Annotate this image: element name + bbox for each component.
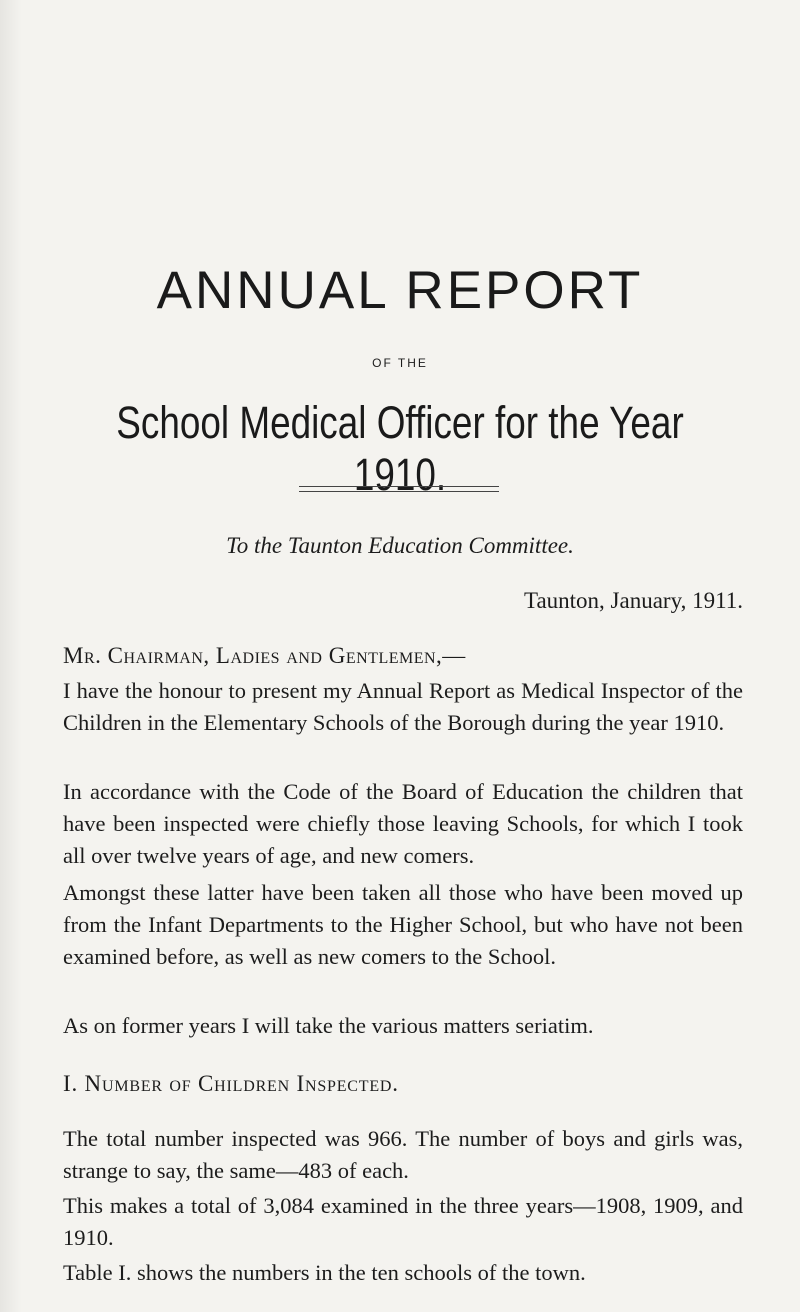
report-subtitle: School Medical Officer for the Year 1910. [116, 397, 684, 500]
salutation: Mr. Chairman, Ladies and Gentlemen,— [63, 643, 466, 668]
paragraph-2: In accordance with the Code of the Board of Education the children that have been inspected were chiefly those leaving Schools, for which I took all over twelve years of age, and new comers. [63, 779, 743, 868]
paragraph-3: Amongst these latter have been taken all those who have been moved up from the Infant Departments to the Higher School, but who have not been examined before, as well as new comers to the School. [63, 880, 743, 969]
section-heading: I. Number of Children Inspected. [63, 1071, 399, 1096]
divider-rule-top [299, 486, 499, 487]
paragraph-1: I have the honour to present my Annual Report as Medical Inspector of the Children in the Elementary Schools of the Borough during the year 1910. [63, 678, 743, 735]
paragraph-4: As on former years I will take the various matters seriatim. [63, 1013, 594, 1038]
report-title: ANNUAL REPORT [156, 261, 644, 320]
of-the-label: OF THE [372, 356, 428, 370]
section-paragraph-2: This makes a total of 3,084 examined in the three years—1908, 1909, and 1910. [63, 1193, 743, 1250]
dateline: Taunton, January, 1911. [524, 588, 743, 613]
address-line: To the Taunton Education Committee. [226, 533, 574, 558]
section-paragraph-1: The total number inspected was 966. The number of boys and girls was, strange to say, the same—483 of each. [63, 1126, 743, 1183]
divider-rule-bottom [299, 491, 499, 492]
section-paragraph-3: Table I. shows the numbers in the ten schools of the town. [63, 1260, 586, 1285]
